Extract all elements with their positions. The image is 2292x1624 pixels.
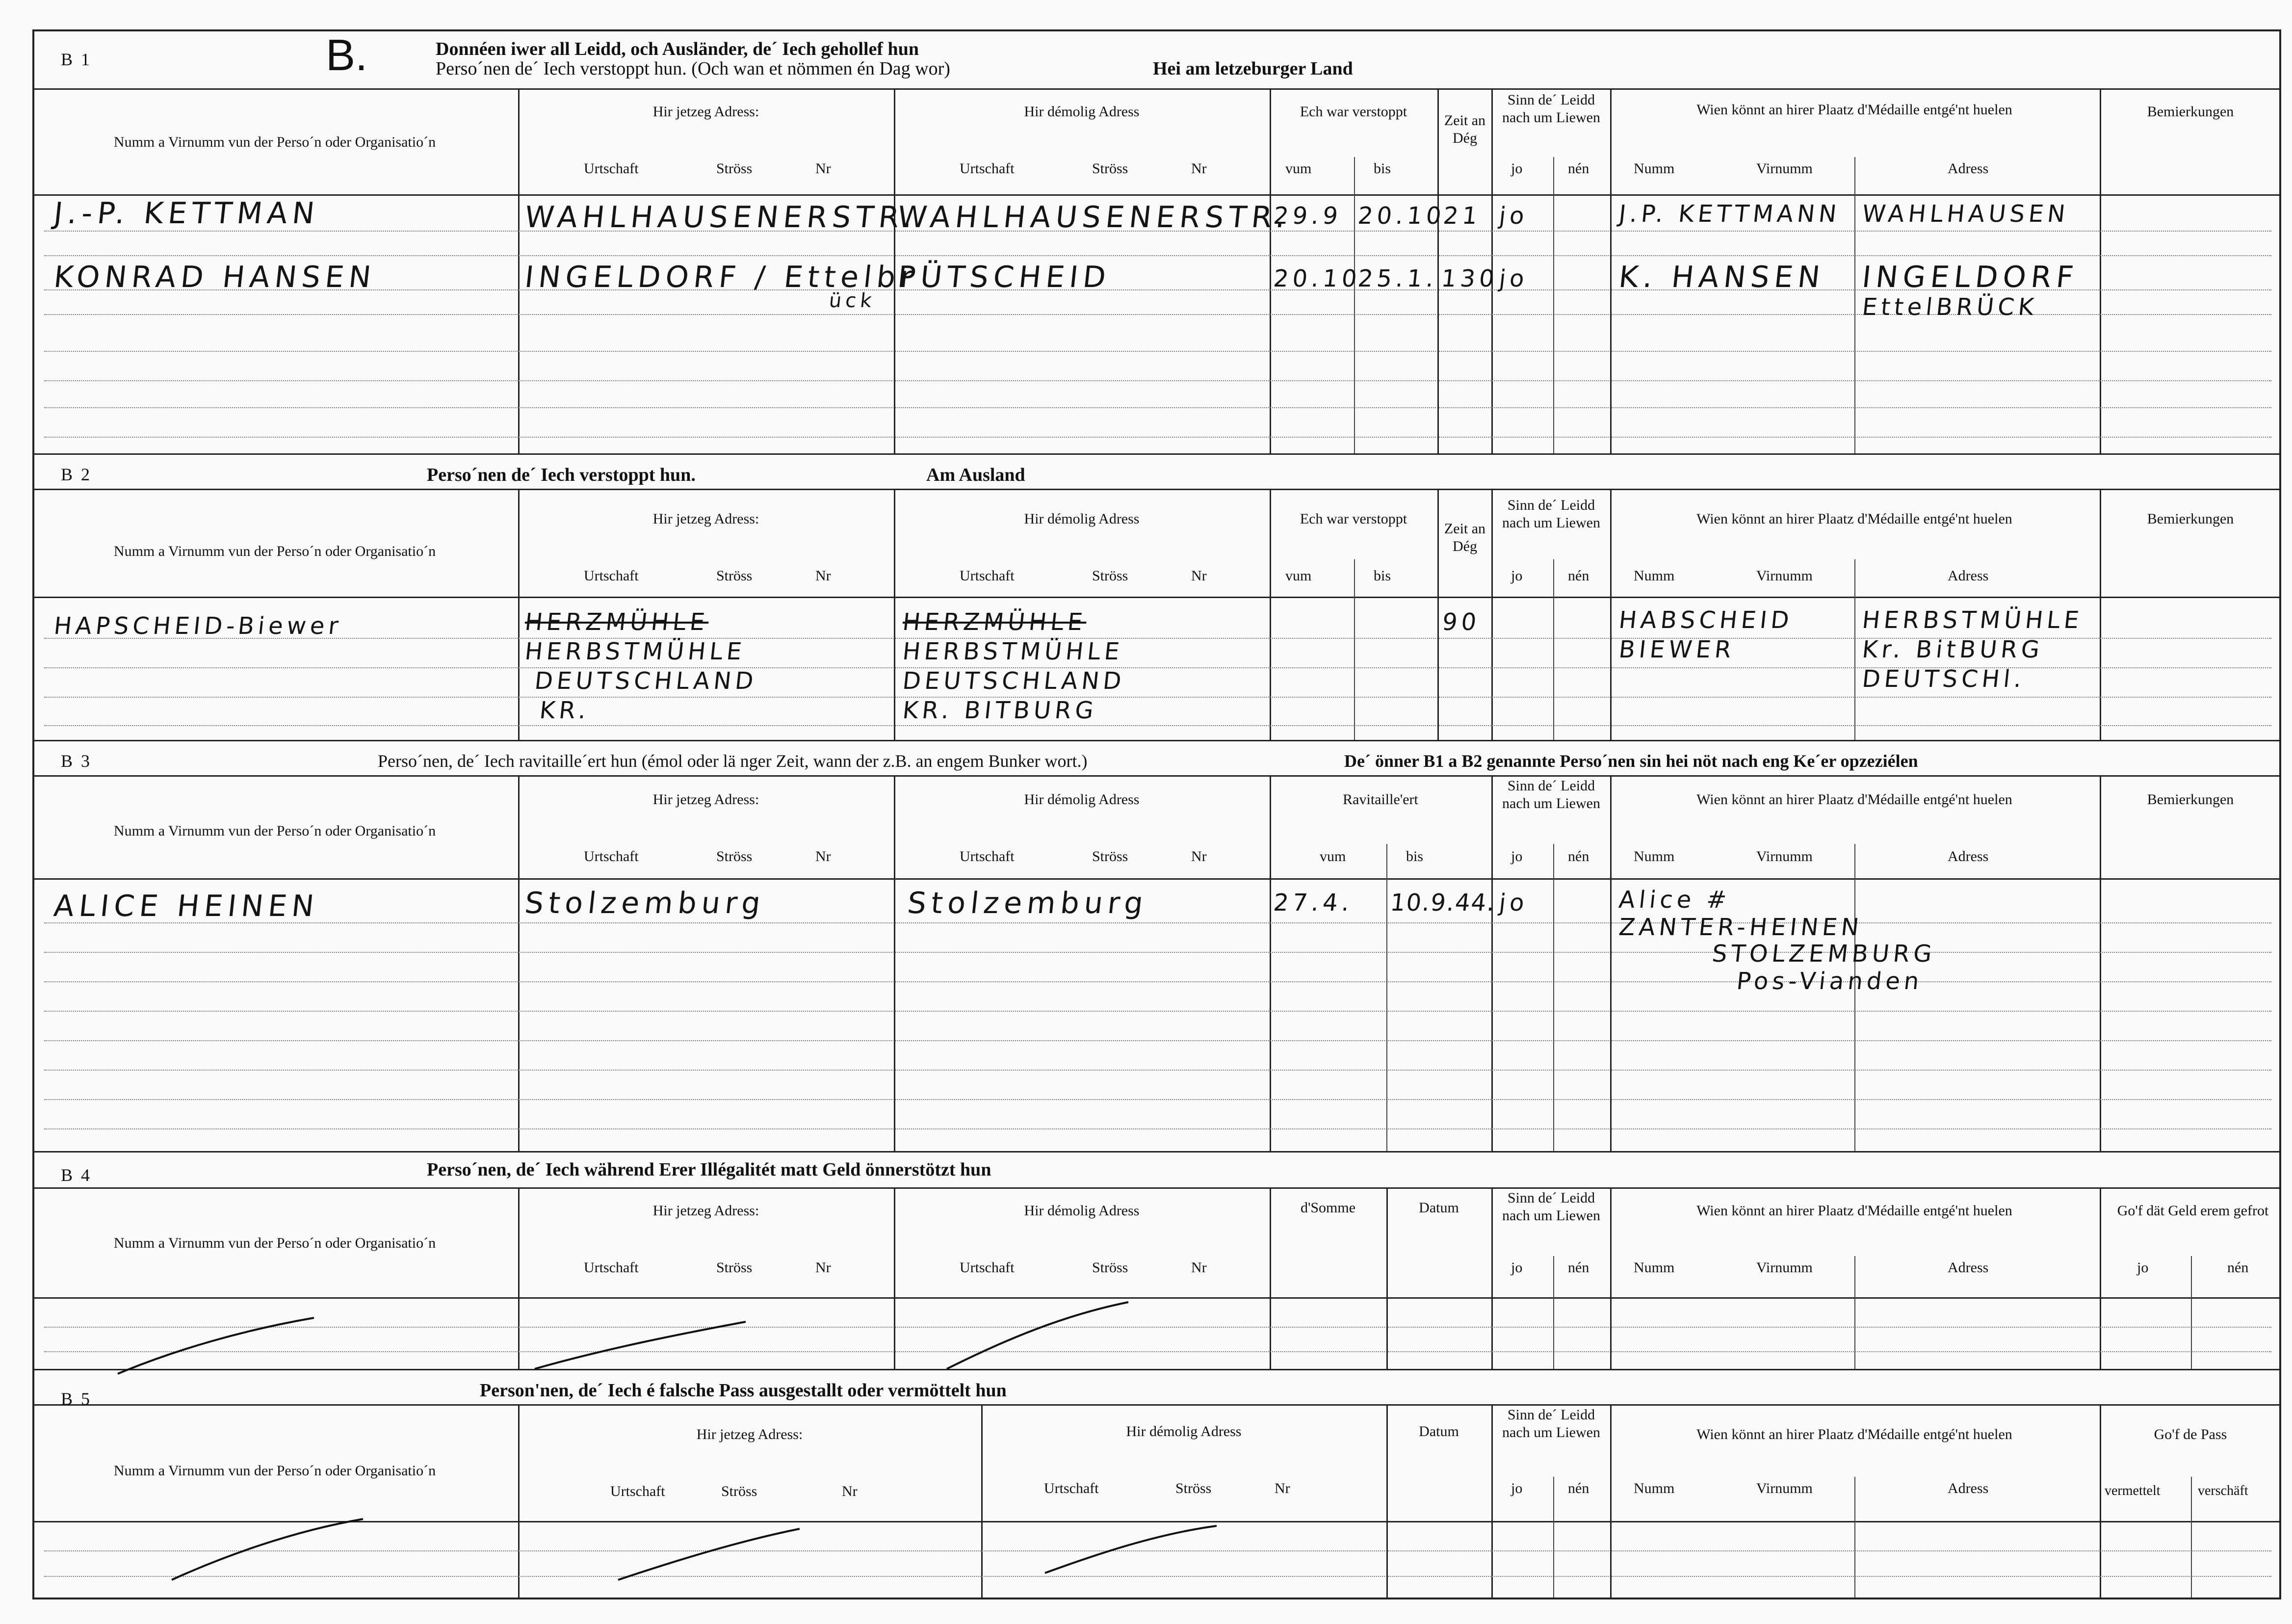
b2-header-surname: Numm	[1634, 568, 1675, 584]
b4-header-current-street: Ströss	[716, 1259, 753, 1276]
section-b4-id: B 4	[61, 1165, 92, 1185]
b3-header-surname: Numm	[1634, 848, 1675, 864]
b1-header-current-nr: Nr	[815, 160, 831, 177]
b4-header-surname: Numm	[1634, 1259, 1675, 1276]
b2-header-address: Adress	[1948, 568, 1989, 584]
b4-header-no: nén	[1568, 1259, 1589, 1276]
b2-header-firstname: Virnumm	[1756, 568, 1813, 584]
b4-header-medal: Wien könnt an hirer Plaatz d'Médaille entgé'nt huelen	[1696, 1203, 2012, 1219]
b3-row-medal-l1: Alice #	[1617, 886, 1732, 914]
b2-row-medal-name2: BIEWER	[1617, 636, 1737, 663]
b1-header-from: vum	[1285, 160, 1312, 177]
b5-header-former-nr: Nr	[1275, 1480, 1290, 1496]
b1-row2-current-cont: ück	[828, 289, 877, 312]
b1-row1-current: WAHLHAUSENERSTR.	[523, 200, 919, 235]
b3-header-alive: Sinn de´ Leidd nach um Liewen	[1502, 778, 1600, 812]
b4-header-gift-yes: jo	[2137, 1259, 2149, 1276]
section-b3-title-b: De´ önner B1 a B2 genannte Perso´nen sin hei nöt nach eng Ke´er opzeziélen	[1344, 751, 1918, 771]
b5-header-arranged: vermettelt	[2105, 1483, 2161, 1498]
b3-header-current-place: Urtschaft	[584, 848, 639, 864]
b1-row2-to: 25.1.	[1356, 265, 1439, 292]
b4-header-former-street: Ströss	[1092, 1259, 1128, 1276]
b3-header-former-addr: Hir démolig Adress	[1024, 791, 1140, 808]
b1-header-hidden: Ech war verstoppt	[1300, 104, 1407, 120]
b3-header-firstname: Virnumm	[1756, 848, 1813, 864]
b4-header-former-nr: Nr	[1191, 1259, 1207, 1276]
b1-row2-former: PÜTSCHEID	[896, 260, 1113, 294]
b2-header-medal: Wien könnt an hirer Plaatz d'Médaille entgé'nt huelen	[1696, 511, 2012, 527]
section-b3-id: B 3	[61, 751, 92, 771]
b1-header-current-street: Ströss	[716, 160, 753, 177]
b2-row-current-l4: KR.	[538, 697, 592, 724]
b3-header-address: Adress	[1948, 848, 1989, 864]
b3-header-yes: jo	[1511, 848, 1523, 864]
b2-header-former-street: Ströss	[1092, 568, 1128, 584]
b1-row1-medal-name: J.P. KETTMANN	[1617, 200, 1842, 228]
section-b2-title: Perso´nen de´ Iech verstoppt hun.	[427, 465, 696, 485]
b1-row2-alive: jo	[1498, 265, 1530, 292]
b3-header-medal: Wien könnt an hirer Plaatz d'Médaille entgé'nt huelen	[1696, 791, 2012, 808]
b1-row1-from: 29.9	[1272, 202, 1343, 230]
b1-header-no: nén	[1568, 160, 1589, 177]
b3-header-remarks: Bemierkungen	[2147, 791, 2234, 808]
b1-header-to: bis	[1374, 160, 1391, 177]
b3-row-from: 27.4.	[1272, 889, 1355, 917]
section-b4-title: Perso´nen, de´ Iech während Erer Illégalitét matt Geld önnerstötzt hun	[427, 1159, 991, 1180]
b1-header-surname: Numm	[1634, 160, 1675, 177]
section-b1-title-line1: Donnéen iwer all Leidd, och Ausländer, de´ Iech gehollef hun	[436, 39, 919, 59]
b3-header-to: bis	[1406, 848, 1424, 864]
b3-header-from: vum	[1320, 848, 1346, 864]
b5-header-alive: Sinn de´ Leidd nach um Liewen	[1502, 1407, 1600, 1441]
b4-header-former-place: Urtschaft	[960, 1259, 1015, 1276]
b2-header-current-addr: Hir jetzeg Adress:	[652, 511, 759, 527]
b2-row-medal-addr2: Kr. BitBURG	[1861, 636, 2045, 663]
b5-header-surname: Numm	[1634, 1480, 1675, 1496]
b5-header-current-place: Urtschaft	[610, 1483, 665, 1499]
section-b1-title-line2: Perso´nen de´ Iech verstoppt hun. (Och wan et nömmen én Dag wor)	[436, 58, 950, 79]
section-b2-title-b: Am Ausland	[926, 465, 1025, 485]
b2-row-medal-addr: HERBSTMÜHLE	[1861, 606, 2084, 634]
b1-row1-former: WAHLHAUSENERSTR.	[896, 200, 1292, 235]
b5-header-firstname: Virnumm	[1756, 1480, 1813, 1496]
b2-row-former-l3: DEUTSCHLAND	[901, 667, 1127, 695]
b5-header-no: nén	[1568, 1480, 1589, 1496]
b1-header-alive: Sinn de´ Leidd nach um Liewen	[1502, 92, 1600, 126]
b1-header-medal: Wien könnt an hirer Plaatz d'Médaille entgé'nt huelen	[1696, 102, 2012, 118]
b1-header-yes: jo	[1511, 160, 1523, 177]
b4-header-gift-no: nén	[2227, 1259, 2249, 1276]
b2-header-name: Numm a Virnumm vun der Perso´n oder Organisatio´n	[113, 543, 436, 559]
b5-header-former-addr: Hir démolig Adress	[1126, 1423, 1242, 1440]
b4-header-date: Datum	[1419, 1200, 1459, 1216]
section-b5-id: B 5	[61, 1389, 92, 1409]
b5-strike-mark-3	[1045, 1524, 1222, 1578]
b2-header-former-place: Urtschaft	[960, 568, 1015, 584]
b5-header-name: Numm a Virnumm vun der Perso´n oder Organisatio´n	[113, 1463, 436, 1479]
b2-header-from: vum	[1285, 568, 1312, 584]
b5-header-yes: jo	[1511, 1480, 1523, 1496]
b1-row1-alive: jo	[1498, 202, 1530, 230]
b3-row-former: Stolzemburg	[906, 886, 1150, 920]
b1-header-address: Adress	[1948, 160, 1989, 177]
b2-header-hidden: Ech war verstoppt	[1300, 511, 1407, 527]
b5-header-current-street: Ströss	[721, 1483, 757, 1499]
b1-row1-to: 20.10	[1356, 202, 1447, 230]
b1-header-firstname: Virnumm	[1756, 160, 1813, 177]
b3-header-no: nén	[1568, 848, 1589, 864]
b3-header-current-street: Ströss	[716, 848, 753, 864]
b2-row-current-l3: DEUTSCHLAND	[533, 667, 759, 695]
b2-row-current-l2: HERBSTMÜHLE	[523, 638, 747, 665]
b1-header-days: Zeit an Dég	[1444, 112, 1486, 146]
b3-row-to: 10.9.44.	[1389, 889, 1497, 917]
b2-header-former-addr: Hir démolig Adress	[1024, 511, 1140, 527]
b4-header-current-nr: Nr	[815, 1259, 831, 1276]
b4-strike-mark-3	[947, 1300, 1133, 1374]
b2-row-former-l2: HERBSTMÜHLE	[901, 638, 1125, 665]
b2-row-medal-name: HABSCHEID	[1617, 606, 1795, 634]
b4-header-alive: Sinn de´ Leidd nach um Liewen	[1502, 1190, 1600, 1224]
b1-header-former-nr: Nr	[1191, 160, 1207, 177]
b2-row-days: 90	[1441, 608, 1482, 636]
b1-header-former-place: Urtschaft	[960, 160, 1015, 177]
b5-header-issued: verschäft	[2198, 1483, 2248, 1498]
b5-header-former-street: Ströss	[1175, 1480, 1212, 1496]
b3-header-current-addr: Hir jetzeg Adress:	[652, 791, 759, 808]
b3-row-current: Stolzemburg	[523, 886, 767, 920]
b1-row2-medal-name: K. HANSEN	[1617, 260, 1827, 294]
b5-strike-mark-2	[618, 1526, 805, 1585]
b1-header-current-place: Urtschaft	[584, 160, 639, 177]
b2-header-remarks: Bemierkungen	[2147, 511, 2234, 527]
b1-row2-from: 20.10	[1272, 265, 1362, 292]
section-b2-id: B 2	[61, 465, 92, 484]
section-b3-title: Perso´nen, de´ Iech ravitaille´ert hun (émol oder lä nger Zeit, wann der z.B. an engem Bunker wort.)	[378, 751, 1088, 771]
b4-header-former-addr: Hir démolig Adress	[1024, 1203, 1140, 1219]
b3-header-name: Numm a Virnumm vun der Perso´n oder Organisatio´n	[113, 823, 436, 839]
b2-row-name: HAPSCHEID-Biewer	[52, 612, 344, 640]
b2-header-former-nr: Nr	[1191, 568, 1207, 584]
b2-row-former-l4: KR. BITBURG	[901, 697, 1099, 724]
b4-header-current-place: Urtschaft	[584, 1259, 639, 1276]
b4-header-current-addr: Hir jetzeg Adress:	[652, 1203, 759, 1219]
b4-header-address: Adress	[1948, 1259, 1989, 1276]
b3-header-current-nr: Nr	[815, 848, 831, 864]
b3-header-former-place: Urtschaft	[960, 848, 1015, 864]
section-b5-title: Person'nen, de´ Iech é falsche Pass ausgestallt oder vermöttelt hun	[480, 1380, 1007, 1401]
b1-row1-medal-addr: WAHLHAUSEN	[1861, 200, 2071, 228]
b4-header-name: Numm a Virnumm vun der Perso´n oder Organisatio´n	[113, 1235, 436, 1251]
b4-strike-mark-1	[118, 1315, 324, 1379]
b3-header-supplied: Ravitaille'ert	[1343, 791, 1418, 808]
b5-header-medal: Wien könnt an hirer Plaatz d'Médaille entgé'nt huelen	[1696, 1426, 2012, 1442]
b4-header-gift: Go'f dät Geld erem gefrot	[2117, 1203, 2269, 1219]
b2-header-yes: jo	[1511, 568, 1523, 584]
b5-header-address: Adress	[1948, 1480, 1989, 1496]
b4-header-yes: jo	[1511, 1259, 1523, 1276]
b2-row-medal-addr3: DEUTSCHl.	[1861, 665, 2027, 693]
b2-row-former-struck: HERZMÜHLE	[901, 608, 1088, 636]
b1-row1-name: J.-P. KETTMAN	[52, 196, 321, 231]
b5-header-pass: Go'f de Pass	[2154, 1426, 2227, 1442]
b2-header-current-nr: Nr	[815, 568, 831, 584]
b4-strike-mark-2	[535, 1320, 751, 1374]
b3-row-medal-l3: STOLZEMBURG	[1711, 940, 1937, 968]
b1-row2-medal-addr2: EttelBRÜCK	[1861, 293, 2039, 321]
b2-header-current-place: Urtschaft	[584, 568, 639, 584]
b2-header-to: bis	[1374, 568, 1391, 584]
b5-header-current-nr: Nr	[842, 1483, 858, 1499]
b4-header-firstname: Virnumm	[1756, 1259, 1813, 1276]
b3-header-former-nr: Nr	[1191, 848, 1207, 864]
b3-row-medal-l2: ZANTER-HEINEN	[1617, 914, 1864, 941]
b3-row-name: ALICE HEINEN	[52, 889, 321, 923]
b2-header-current-street: Ströss	[716, 568, 753, 584]
section-b1-title-line2b: Hei am letzeburger Land	[1153, 58, 1353, 79]
b5-header-date: Datum	[1419, 1423, 1459, 1440]
b1-row2-name: KONRAD HANSEN	[52, 260, 378, 294]
b2-header-no: nén	[1568, 568, 1589, 584]
b5-strike-mark-1	[172, 1516, 368, 1585]
b5-header-former-place: Urtschaft	[1044, 1480, 1099, 1496]
section-b1-id: B 1	[61, 50, 92, 69]
b2-header-days: Zeit an Dég	[1444, 521, 1486, 554]
b3-row-medal-l4: Pos-Vianden	[1735, 968, 1925, 995]
b1-header-remarks: Bemierkungen	[2147, 104, 2234, 120]
b3-row-alive: jo	[1498, 889, 1530, 917]
b1-header-former-addr: Hir démolig Adress	[1024, 104, 1140, 120]
b5-header-current-addr: Hir jetzeg Adress:	[696, 1426, 803, 1442]
b1-header-current-addr: Hir jetzeg Adress:	[652, 104, 759, 120]
b4-header-sum: d'Somme	[1300, 1200, 1356, 1216]
b1-row2-medal-addr: INGELDORF	[1860, 260, 2080, 294]
b1-row2-current: INGELDORF / Ettelbr	[523, 260, 919, 294]
b1-header-name: Numm a Virnumm vun der Perso´n oder Organisatio´n	[113, 134, 436, 150]
b2-header-alive: Sinn de´ Leidd nach um Liewen	[1502, 497, 1600, 531]
b1-row1-days: 21	[1442, 202, 1483, 230]
b2-row-current-struck: HERZMÜHLE	[523, 608, 710, 636]
b1-header-former-street: Ströss	[1092, 160, 1128, 177]
b1-row2-days: 130	[1440, 265, 1500, 292]
b3-header-former-street: Ströss	[1092, 848, 1128, 864]
section-b1-letter: B.	[326, 31, 368, 80]
